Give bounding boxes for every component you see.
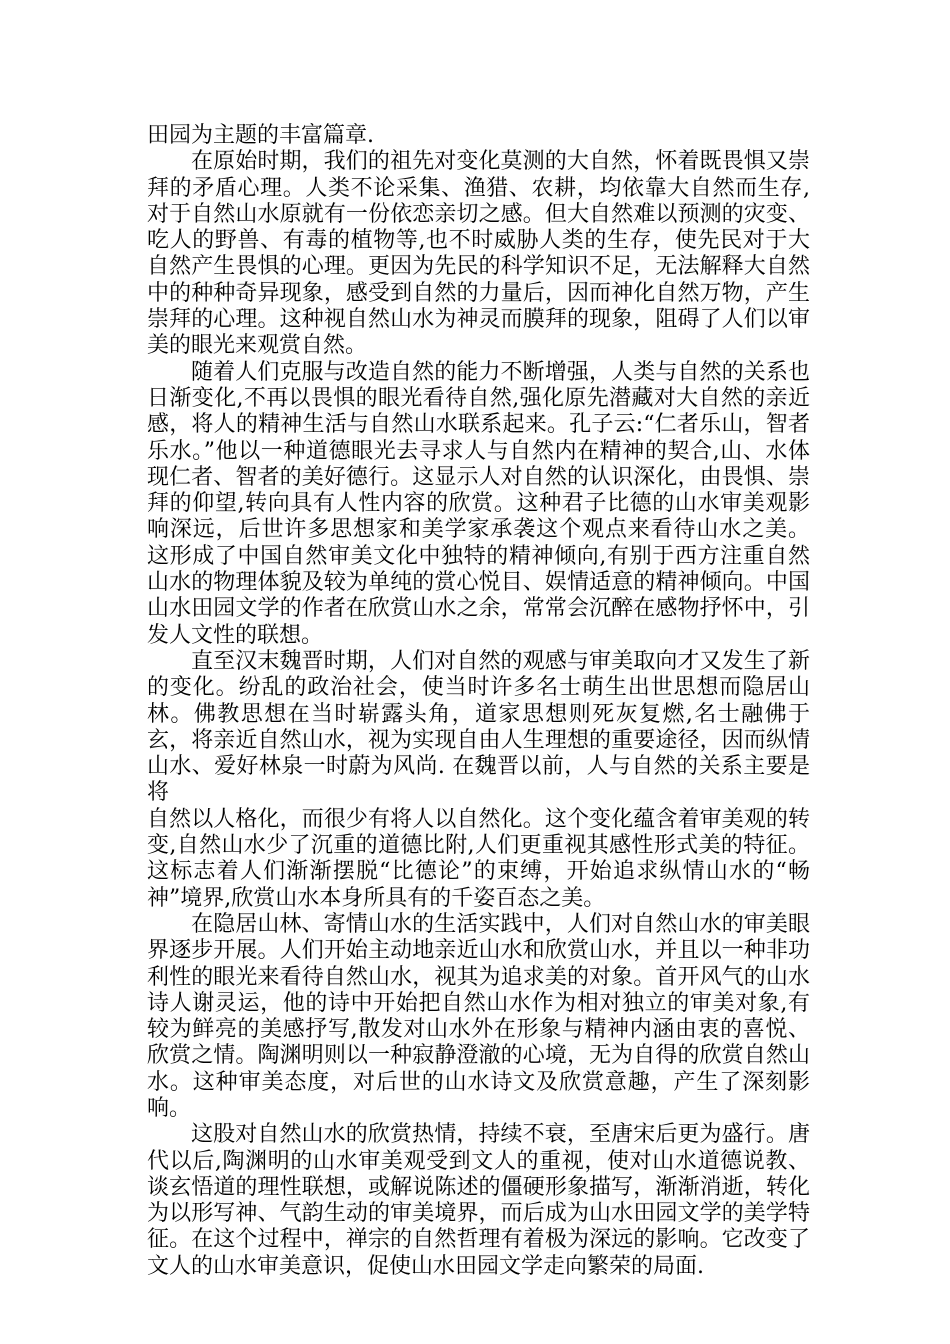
paragraph-confucian-aesthetics: 随着人们克服与改造自然的能力不断增强，人类与自然的关系也日渐变化,不再以畏惧的眼光看待自然,强化原先潜藏对大自然的亲近感，将人的精神生活与自然山水联系起来。孔子云:“仁者乐山，智者乐水。”他以一种道德眼光去寻求人与自然内在精神的契合,山、水体现仁者、智者的美好德行。这显示人对自然的认识深化，由畏惧、崇拜的仰望,转向具有人性内容的欣赏。这种君子比德的山水审美观影响深远，后世许多思想家和美学家承袭这个观点来看待山水之美。 这形成了中国自然审美文化中独特的精神倾向,有别于西方注重自然山水的物理体貌及较为单纯的赏心悦目、娱情适意的精神倾向。中国山水田园文学的作者在欣赏山水之余，常常会沉醉在感物抒怀中，引发人文性的联想。 (147, 359, 810, 648)
paragraph-continuation: 田园为主题的丰富篇章. (147, 123, 374, 148)
paragraph-aesthetic-shift: 自然以人格化，而很少有将人以自然化。这个变化蕴含着审美观的转变,自然山水少了沉重的道德比附,人们更重视其感性形式美的特征。这标志着人们渐渐摆脱“比德论”的束缚，开始追求纵情山水的“畅神”境界,欣赏山水本身所具有的千姿百态之美。 (147, 806, 810, 911)
paragraph-landscape-poets: 在隐居山林、寄情山水的生活实践中，人们对自然山水的审美眼界逐步开展。人们开始主动地亲近山水和欣赏山水，并且以一种非功利性的眼光来看待自然山水，视其为追求美的对象。首开风气的山水诗人谢灵运，他的诗中开始把自然山水作为相对独立的审美对象,有较为鲜亮的美感抒写,散发对山水外在形象与精神内涵由衷的喜悦、欣赏之情。陶渊明则以一种寂静澄澈的心境，无为自得的欣赏自然山水。这种审美态度，对后世的山水诗文及欣赏意趣，产生了深刻影响。 (147, 911, 810, 1121)
paragraph-primitive-era: 在原始时期，我们的祖先对变化莫测的大自然，怀着既畏惧又崇拜的矛盾心理。人类不论采集、渔猎、农耕，均依靠大自然而生存,对于自然山水原就有一份依恋亲切之感。但大自然难以预测的灾变、吃人的野兽、有毒的植物等,也不时威胁人类的生存，使先民对于大自然产生畏惧的心理。更因为先民的科学知识不足，无法解释大自然中的种种奇异现象，感受到自然的力量后，因而神化自然万物，产生崇拜的心理。这种视自然山水为神灵而膜拜的现象，阻碍了人们以审美的眼光来观赏自然。 (147, 149, 810, 359)
body-text (147, 123, 810, 1280)
paragraph-tang-song: 这股对自然山水的欣赏热情，持续不衰，至唐宋后更为盛行。唐代以后,陶渊明的山水审美观受到文人的重视，使对山水道德说教、谈玄悟道的理性联想，或解说陈述的僵硬形象描写，渐渐消逝，转化为以形写神、气韵生动的审美境界，而后成为山水田园文学的美学特征。在这个过程中，禅宗的自然哲理有着极为深远的影响。它改变了文人的山水审美意识，促使山水田园文学走向繁荣的局面. (147, 1122, 810, 1279)
paragraph-wei-jin-period: 直至汉末魏晋时期，人们对自然的观感与审美取向才又发生了新的变化。纷乱的政治社会，使当时许多名士萌生出世思想而隐居山林。佛教思想在当时崭露头角，道家思想则死灰复燃,名士融佛于玄，将亲近自然山水，视为实现自由人生理想的重要途径，因而纵情山水、爱好林泉一时蔚为风尚. 在魏晋以前，人与自然的关系主要是将 (147, 648, 810, 806)
